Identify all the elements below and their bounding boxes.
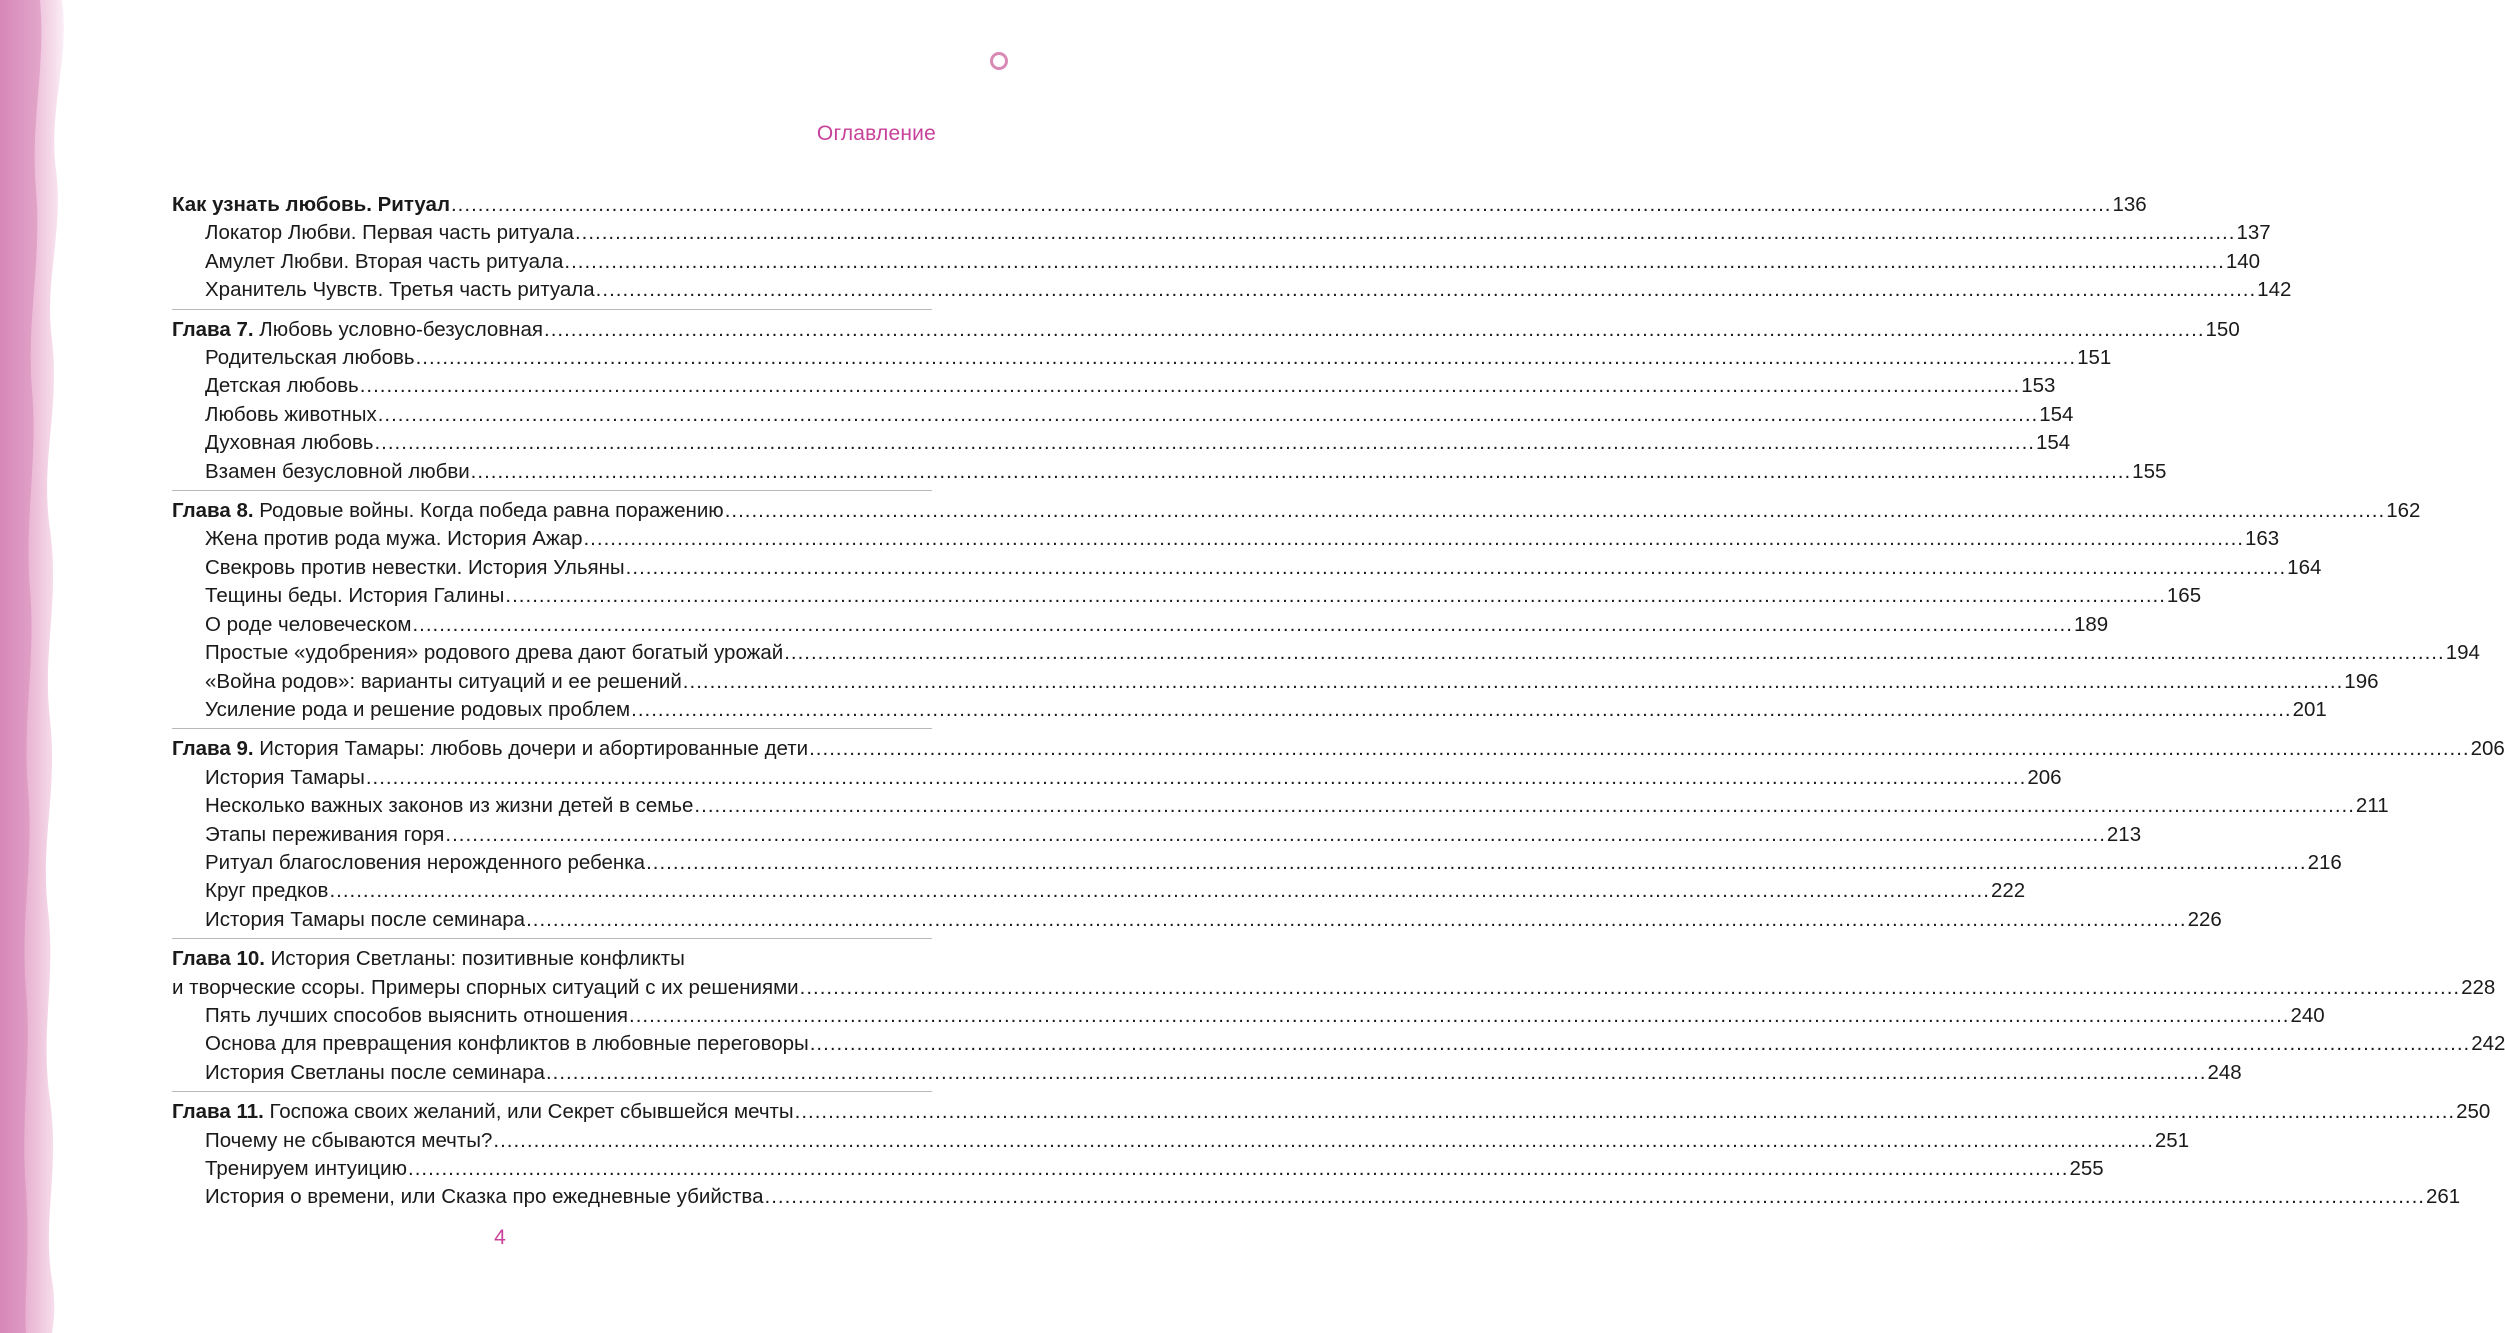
entry-page-number: 194 [2445,641,2480,665]
toc-subsection-entry[interactable] [172,1183,2461,1211]
entry-title: Родительская любовь [205,346,415,370]
page-number: 4 [494,1226,506,1249]
decorative-pink-band [0,0,95,1333]
toc-subsection-entry[interactable] [172,1002,2325,1030]
chapter-label: Как узнать любовь. Ритуал [172,193,450,216]
entry-title: Хранитель Чувств. Третья часть ритуала [205,278,595,302]
entry-page-number: 151 [2077,346,2112,370]
entry-page-number: 189 [2073,612,2109,636]
toc-subsection-entry[interactable] [172,219,2271,247]
entry-title: История Тамары [205,765,365,789]
chapter-label: Глава 10. [172,947,265,971]
dot-leader [800,974,2461,1002]
entry-page-number: 211 [2355,794,2389,818]
toc-subsection-entry[interactable] [172,1127,2190,1155]
dot-leader [366,764,2027,792]
entry-page-number: 163 [2244,527,2280,551]
dot-leader [683,668,2344,696]
entry-page-number: 206 [2027,765,2062,789]
table-of-contents [172,191,2505,1222]
dot-leader [583,525,2244,553]
dot-leader [451,191,2112,219]
dot-leader [596,276,2257,304]
entry-title: Основа для превращения конфликтов в любовные переговоры [205,1032,809,1056]
chapter-title: История Светланы: позитивные конфликты [264,947,685,971]
entry-page-number: 222 [1990,879,2026,903]
toc-subsection-entry[interactable] [172,248,2261,276]
entry-page-number: 140 [2225,249,2261,273]
entry-page-number: 255 [2069,1157,2104,1180]
entry-page-number: 248 [2207,1060,2242,1084]
entry-page-number: 155 [2132,459,2167,483]
toc-section [172,735,2505,939]
entry-title: Духовная любовь [205,431,374,455]
entry-title: Почему не сбываются мечты? [205,1128,493,1152]
toc-subsection-entry[interactable] [172,792,2389,820]
chapter-heading-line [172,945,932,973]
entry-page-number: 261 [2426,1185,2461,1209]
entry-page-number: 240 [2290,1003,2325,1027]
toc-subsection-entry[interactable] [172,696,2327,724]
toc-subsection-entry[interactable] [172,554,2322,582]
toc-subsection-entry[interactable] [172,458,2167,486]
entry-title: Ритуал благословения нерожденного ребенка [205,850,646,874]
toc-section [172,1098,2491,1216]
entry-page-number: 142 [2257,278,2292,302]
entry-page-number: 164 [2287,555,2322,579]
toc-chapter-entry[interactable] [172,497,2421,525]
chapter-label: Глава 9. [172,737,254,761]
entry-page-number: 242 [2471,1032,2505,1056]
dot-leader [646,849,2307,877]
corner-ornament [990,52,1000,74]
entry-page-number: 251 [2154,1128,2190,1152]
entry-title: Круг предков [205,879,329,903]
entry-title: О роде человеческом [205,612,412,636]
toc-chapter-entry[interactable] [172,974,2496,1002]
toc-subsection-entry[interactable] [172,764,2062,792]
dot-leader [505,582,2166,610]
entry-title: Простые «удобрения» родового древа дают богатый урожай [205,641,784,665]
dot-leader [626,554,2287,582]
dot-leader [526,906,2187,934]
toc-chapter-entry[interactable] [172,316,2240,344]
toc-subsection-entry[interactable] [172,906,2222,934]
entry-title: Локатор Любви. Первая часть ритуала [205,221,574,245]
chapter-title: Любовь условно-безусловная [253,317,544,341]
dot-leader [795,1098,2456,1126]
dot-leader [631,696,2292,724]
toc-chapter-entry[interactable] [172,191,2147,219]
entry-page-number: 206 [2470,737,2505,761]
entry-page-number: 216 [2307,850,2342,874]
toc-subsection-entry[interactable] [172,849,2342,877]
entry-title: Несколько важных законов из жизни детей в семье [205,794,694,818]
dot-leader [408,1155,2069,1183]
entry-title: Взамен безусловной любви [205,459,470,483]
entry-title [172,316,543,344]
toc-chapter-entry[interactable] [172,1098,2491,1126]
entry-title: Усиление рода и решение родовых проблем [205,697,631,721]
toc-subsection-entry[interactable] [172,429,2071,457]
toc-subsection-entry[interactable] [172,582,2202,610]
toc-subsection-entry[interactable] [172,344,2112,372]
chapter-title-continued: и творческие ссоры. Примеры спорных ситуаций с их решениями [172,975,799,999]
chapter-title: Госпожа своих желаний, или Секрет сбывшейся мечты [263,1100,794,1124]
entry-title: Любовь животных [205,402,377,426]
dot-leader [445,821,2106,849]
chapter-label: Глава 11. [172,1100,264,1124]
chapter-title: История Тамары: любовь дочери и абортированные дети [253,737,809,761]
dot-leader [694,792,2355,820]
toc-section [172,497,2480,729]
dot-leader [629,1002,2290,1030]
dot-leader [544,316,2205,344]
dot-leader [725,497,2386,525]
toc-subsection-entry[interactable] [172,372,2056,400]
dot-leader [360,372,2021,400]
entry-title: История Тамары после семинара [205,907,526,931]
entry-page-number: 136 [2112,193,2147,216]
toc-section [172,316,2240,491]
dot-leader [493,1127,2154,1155]
dot-leader [416,344,2077,372]
toc-subsection-entry[interactable] [172,1155,2104,1183]
toc-subsection-entry[interactable] [172,611,2109,639]
running-title: Оглавление [816,122,936,145]
dot-leader [810,1030,2471,1058]
chapter-label: Глава 7. [172,317,254,341]
dot-leader [546,1059,2207,1087]
entry-title [172,735,808,763]
entry-title: Жена против рода мужа. История Ажар [205,527,583,551]
toc-subsection-entry[interactable] [172,1059,2242,1087]
entry-page-number: 154 [2035,431,2071,455]
toc-subsection-entry[interactable] [172,525,2280,553]
toc-section [172,945,2505,1092]
toc-subsection-entry[interactable] [172,401,2074,429]
dot-leader [765,1183,2426,1211]
dot-leader [471,458,2132,486]
entry-title: Этапы переживания горя [205,822,445,846]
entry-page-number: 162 [2386,499,2421,523]
dot-leader [412,611,2073,639]
entry-title: Тренируем интуицию [205,1157,407,1180]
entry-title: Детская любовь [205,374,359,398]
entry-page-number: 226 [2187,907,2222,931]
entry-title: «Война родов»: варианты ситуаций и ее решений [205,669,682,693]
entry-title [172,191,450,219]
toc-section [172,191,2292,310]
dot-leader [374,429,2035,457]
dot-leader [378,401,2039,429]
entry-title: История о времени, или Сказка про ежедневные убийства [205,1185,764,1209]
dot-leader [329,877,1990,905]
toc-subsection-entry[interactable] [172,668,2379,696]
toc-subsection-entry[interactable] [172,821,2142,849]
dot-leader [575,219,2236,247]
entry-title [172,1098,794,1126]
chapter-title: Родовые войны. Когда победа равна поражению [253,499,724,523]
toc-subsection-entry[interactable] [172,639,2480,667]
entry-page-number: 196 [2344,669,2379,693]
wavy-band-graphic [0,0,95,1333]
entry-page-number: 150 [2205,317,2240,341]
entry-page-number: 213 [2106,822,2142,846]
entry-title: Тещины беды. История Галины [205,584,505,608]
entry-page-number: 137 [2236,221,2271,245]
toc-chapter-entry[interactable] [172,735,2505,763]
toc-subsection-entry[interactable] [172,1030,2505,1058]
entry-page-number: 165 [2166,584,2202,608]
entry-title [172,974,799,1002]
entry-title: Амулет Любви. Вторая часть ритуала [205,249,564,273]
dot-leader [564,248,2225,276]
entry-title: Свекровь против невестки. История Ульяны [205,555,625,579]
dot-leader [784,639,2445,667]
entry-title [172,497,724,525]
chapter-label: Глава 8. [172,499,254,523]
entry-title: Пять лучших способов выяснить отношения [205,1003,628,1027]
dot-leader [809,735,2470,763]
entry-page-number: 153 [2021,374,2056,398]
toc-subsection-entry[interactable] [172,877,2026,905]
entry-page-number: 250 [2456,1100,2491,1124]
entry-page-number: 154 [2039,402,2074,426]
entry-page-number: 228 [2461,975,2496,999]
entry-page-number: 201 [2292,697,2327,721]
toc-subsection-entry[interactable] [172,276,2292,304]
entry-title: История Светланы после семинара [205,1060,545,1084]
